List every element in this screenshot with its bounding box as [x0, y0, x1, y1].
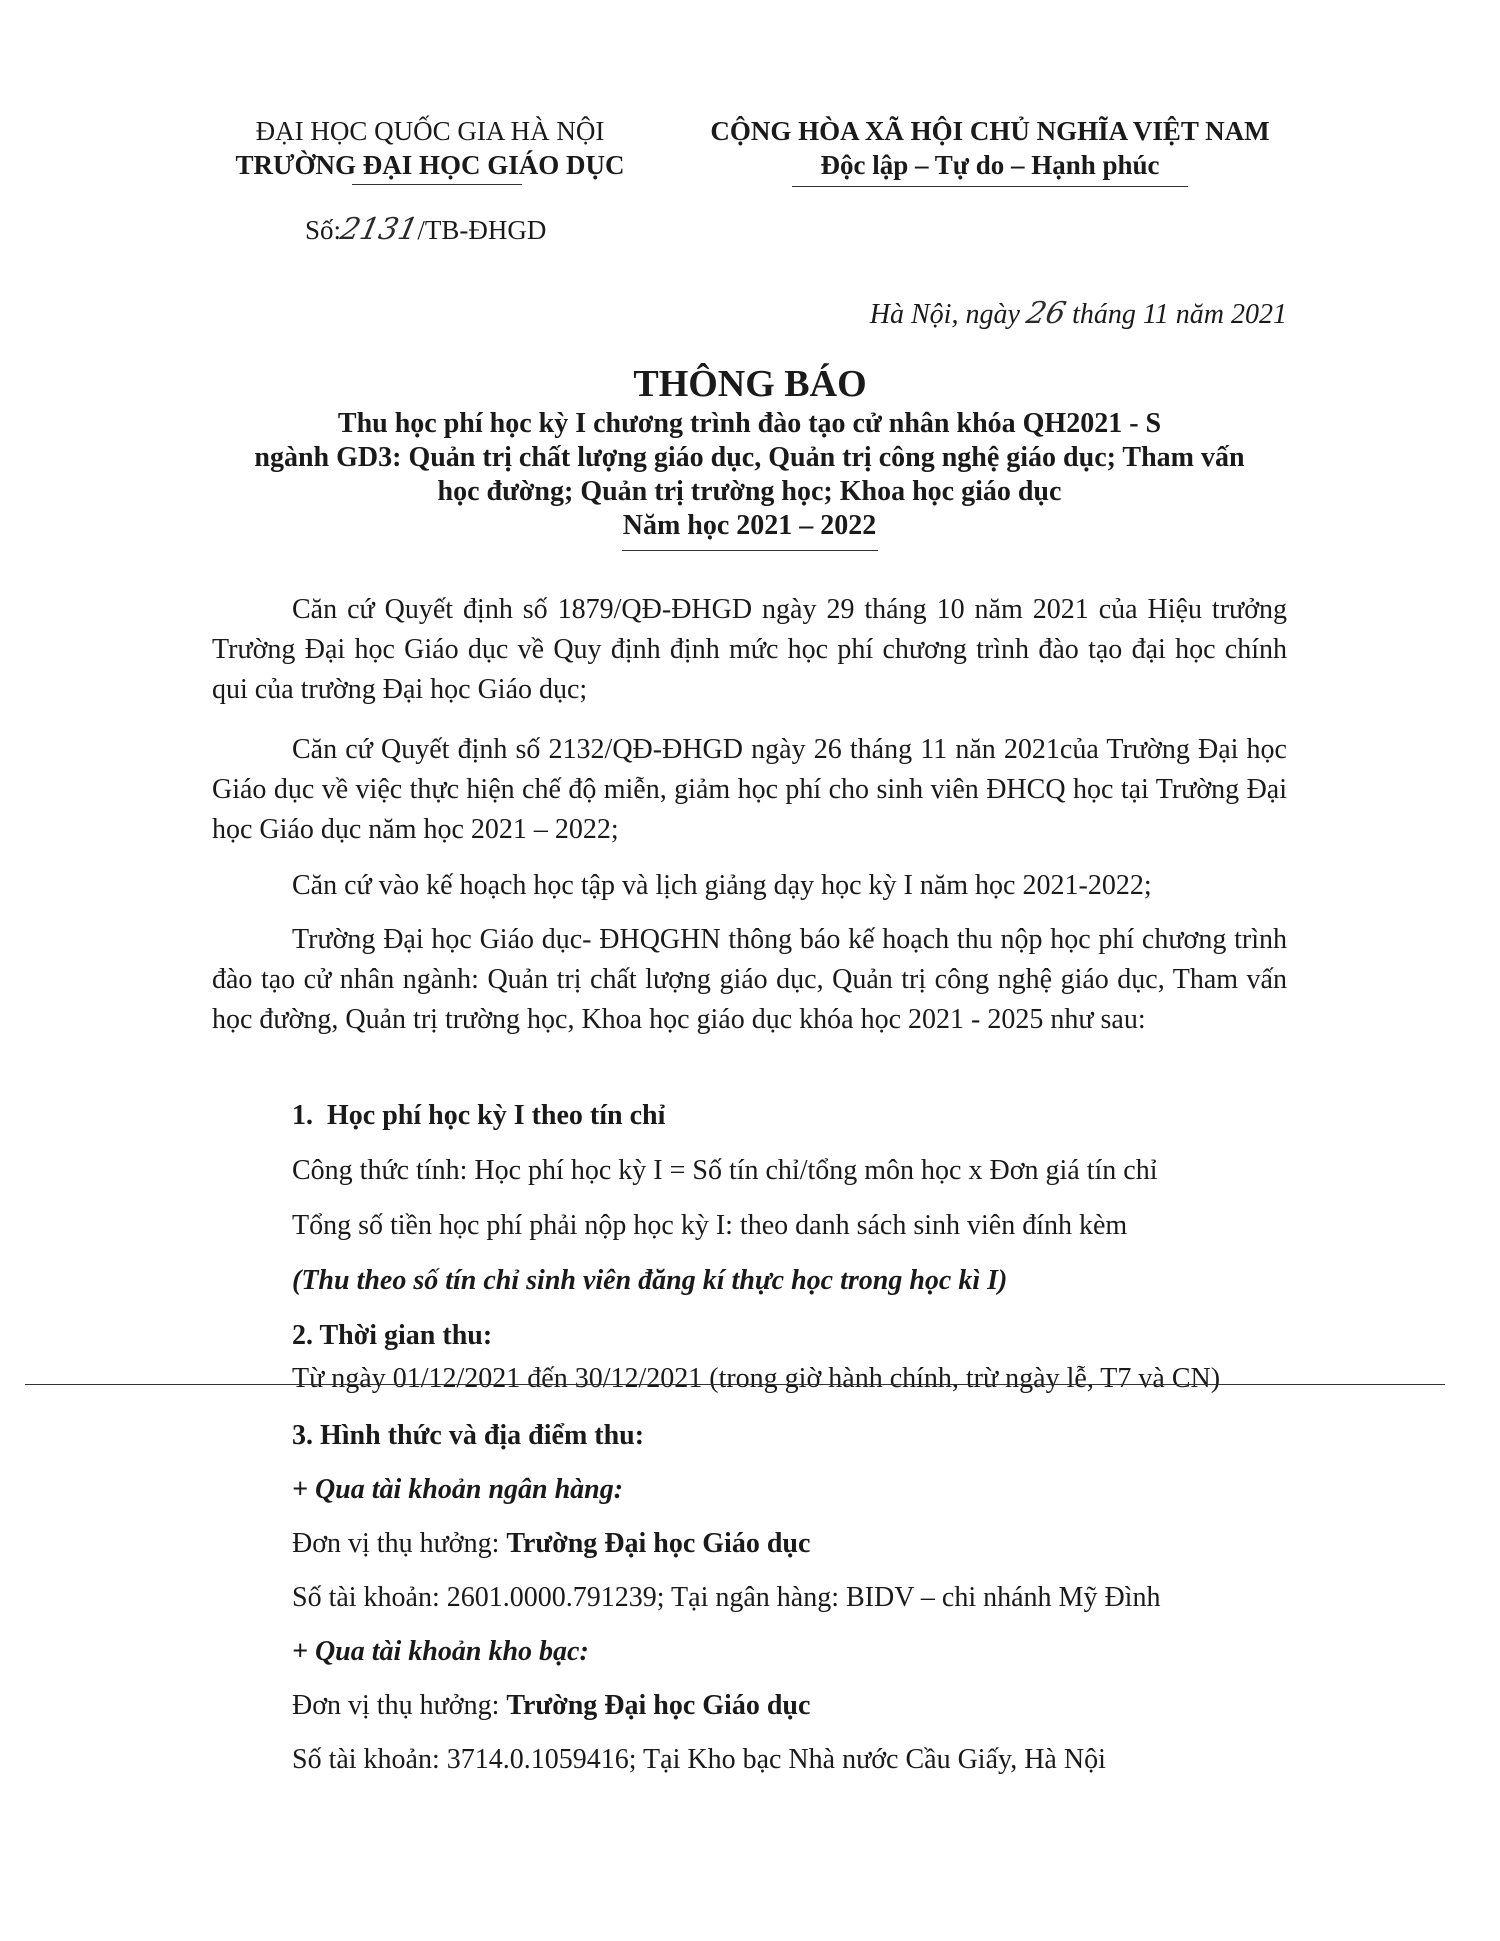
bank-beneficiary: [292, 1528, 810, 1560]
section-2-heading: 2. Thời gian thu:: [292, 1320, 493, 1351]
title-subtitle: [212, 407, 1287, 543]
treasury-account: Số tài khoản: 3714.0.1059416; Tại Kho bạc Nhà nước Cầu Giấy, Hà Nội: [292, 1744, 1106, 1775]
subtitle-line-3: học đường; Quản trị trường học; Khoa học giáo dục: [437, 476, 1062, 507]
motto: Độc lập – Tự do – Hạnh phúc: [820, 150, 1160, 180]
subtitle-line-1: Thu học phí học kỳ I chương trình đào tạo cử nhân khóa QH2021 - S: [337, 408, 1162, 439]
paragraph-2: Căn cứ Quyết định số 2132/QĐ-ĐHGD ngày 26 tháng 11 năn 2021của Trường Đại học Giáo dục về việc thực hiện chế độ miễn, giảm học phí cho sinh viên ĐHCQ học tại Trường Đại học Giáo dục năm học 2021 – 2022;: [212, 734, 1287, 845]
treasury-heading: + Qua tài khoản kho bạc:: [292, 1636, 589, 1667]
paragraph-3: Căn cứ vào kế hoạch học tập và lịch giảng dạy học kỳ I năm học 2021-2022;: [292, 870, 1152, 901]
paragraph-4: Trường Đại học Giáo dục- ĐHQGHN thông báo kế hoạch thu nộp học phí chương trình đào tạo cử nhân ngành: Quản trị chất lượng giáo dục, Quản trị công nghệ giáo dục, Tham vấn học đường, Quản trị trường học, Khoa học giáo dục khóa học 2021 - 2025 như sau:: [212, 924, 1287, 1035]
date-prefix: Hà Nội, ngày: [869, 299, 1020, 330]
bank-beneficiary-name: Trường Đại học Giáo dục: [506, 1528, 811, 1559]
subtitle-line-2: ngành GD3: Quản trị chất lượng giáo dục, Quản trị công nghệ giáo dục; Tham vấn: [254, 442, 1245, 473]
title-underline: [622, 550, 878, 551]
bank-account: Số tài khoản: 2601.0000.791239; Tại ngân hàng: BIDV – chi nhánh Mỹ Đình: [292, 1582, 1161, 1613]
header-left: [215, 114, 645, 182]
number-suffix: /TB-ĐHGD: [417, 215, 547, 245]
section-1-heading: 1. Học phí học kỳ I theo tín chỉ: [292, 1100, 666, 1131]
section-3-heading: 3. Hình thức và địa điểm thu:: [292, 1420, 645, 1451]
paragraph-1: Căn cứ Quyết định số 1879/QĐ-ĐHGD ngày 29 tháng 10 năm 2021 của Hiệu trưởng Trường Đại học Giáo dục về Quy định định mức học phí chương trình đào tạo đại học chính qui của trường Đại học Giáo dục;: [212, 594, 1287, 705]
motto-underline: [792, 186, 1188, 187]
nation-name: CỘNG HÒA XÃ HỘI CHỦ NGHĨA VIỆT NAM: [710, 116, 1270, 146]
header-right: [690, 114, 1290, 182]
section-1-note: (Thu theo số tín chỉ sinh viên đăng kí thực học trong học kì I): [292, 1265, 1008, 1296]
date-suffix: tháng 11 năm 2021: [1072, 299, 1287, 330]
strike-line: [25, 1384, 1445, 1385]
treasury-beneficiary-label: Đơn vị thụ hưởng:: [292, 1690, 507, 1721]
subtitle-line-4: Năm học 2021 – 2022: [622, 510, 877, 541]
header-left-underline: [352, 184, 522, 185]
handwritten-day: 26: [1023, 296, 1069, 331]
document-title: THÔNG BÁO: [633, 363, 867, 405]
section-2-period: Từ ngày 01/12/2021 đến 30/12/2021 (trong giờ hành chính, trừ ngày lễ, T7 và CN): [292, 1363, 1221, 1394]
number-prefix: Số:: [305, 215, 342, 245]
issue-date: [870, 296, 1287, 331]
document-number: [305, 212, 546, 247]
bank-beneficiary-label: Đơn vị thụ hưởng:: [292, 1528, 507, 1559]
handwritten-number: 2131: [337, 212, 422, 247]
bank-heading: + Qua tài khoản ngân hàng:: [292, 1474, 624, 1505]
section-1-total: Tổng số tiền học phí phải nộp học kỳ I: theo danh sách sinh viên đính kèm: [292, 1210, 1128, 1241]
treasury-beneficiary-name: Trường Đại học Giáo dục: [506, 1690, 811, 1721]
section-1-formula: Công thức tính: Học phí học kỳ I = Số tín chỉ/tổng môn học x Đơn giá tín chỉ: [292, 1155, 1158, 1186]
org-parent-name: ĐẠI HỌC QUỐC GIA HÀ NỘI: [255, 116, 605, 146]
org-school-name: TRƯỜNG ĐẠI HỌC GIÁO DỤC: [235, 150, 625, 180]
treasury-beneficiary: [292, 1690, 810, 1722]
